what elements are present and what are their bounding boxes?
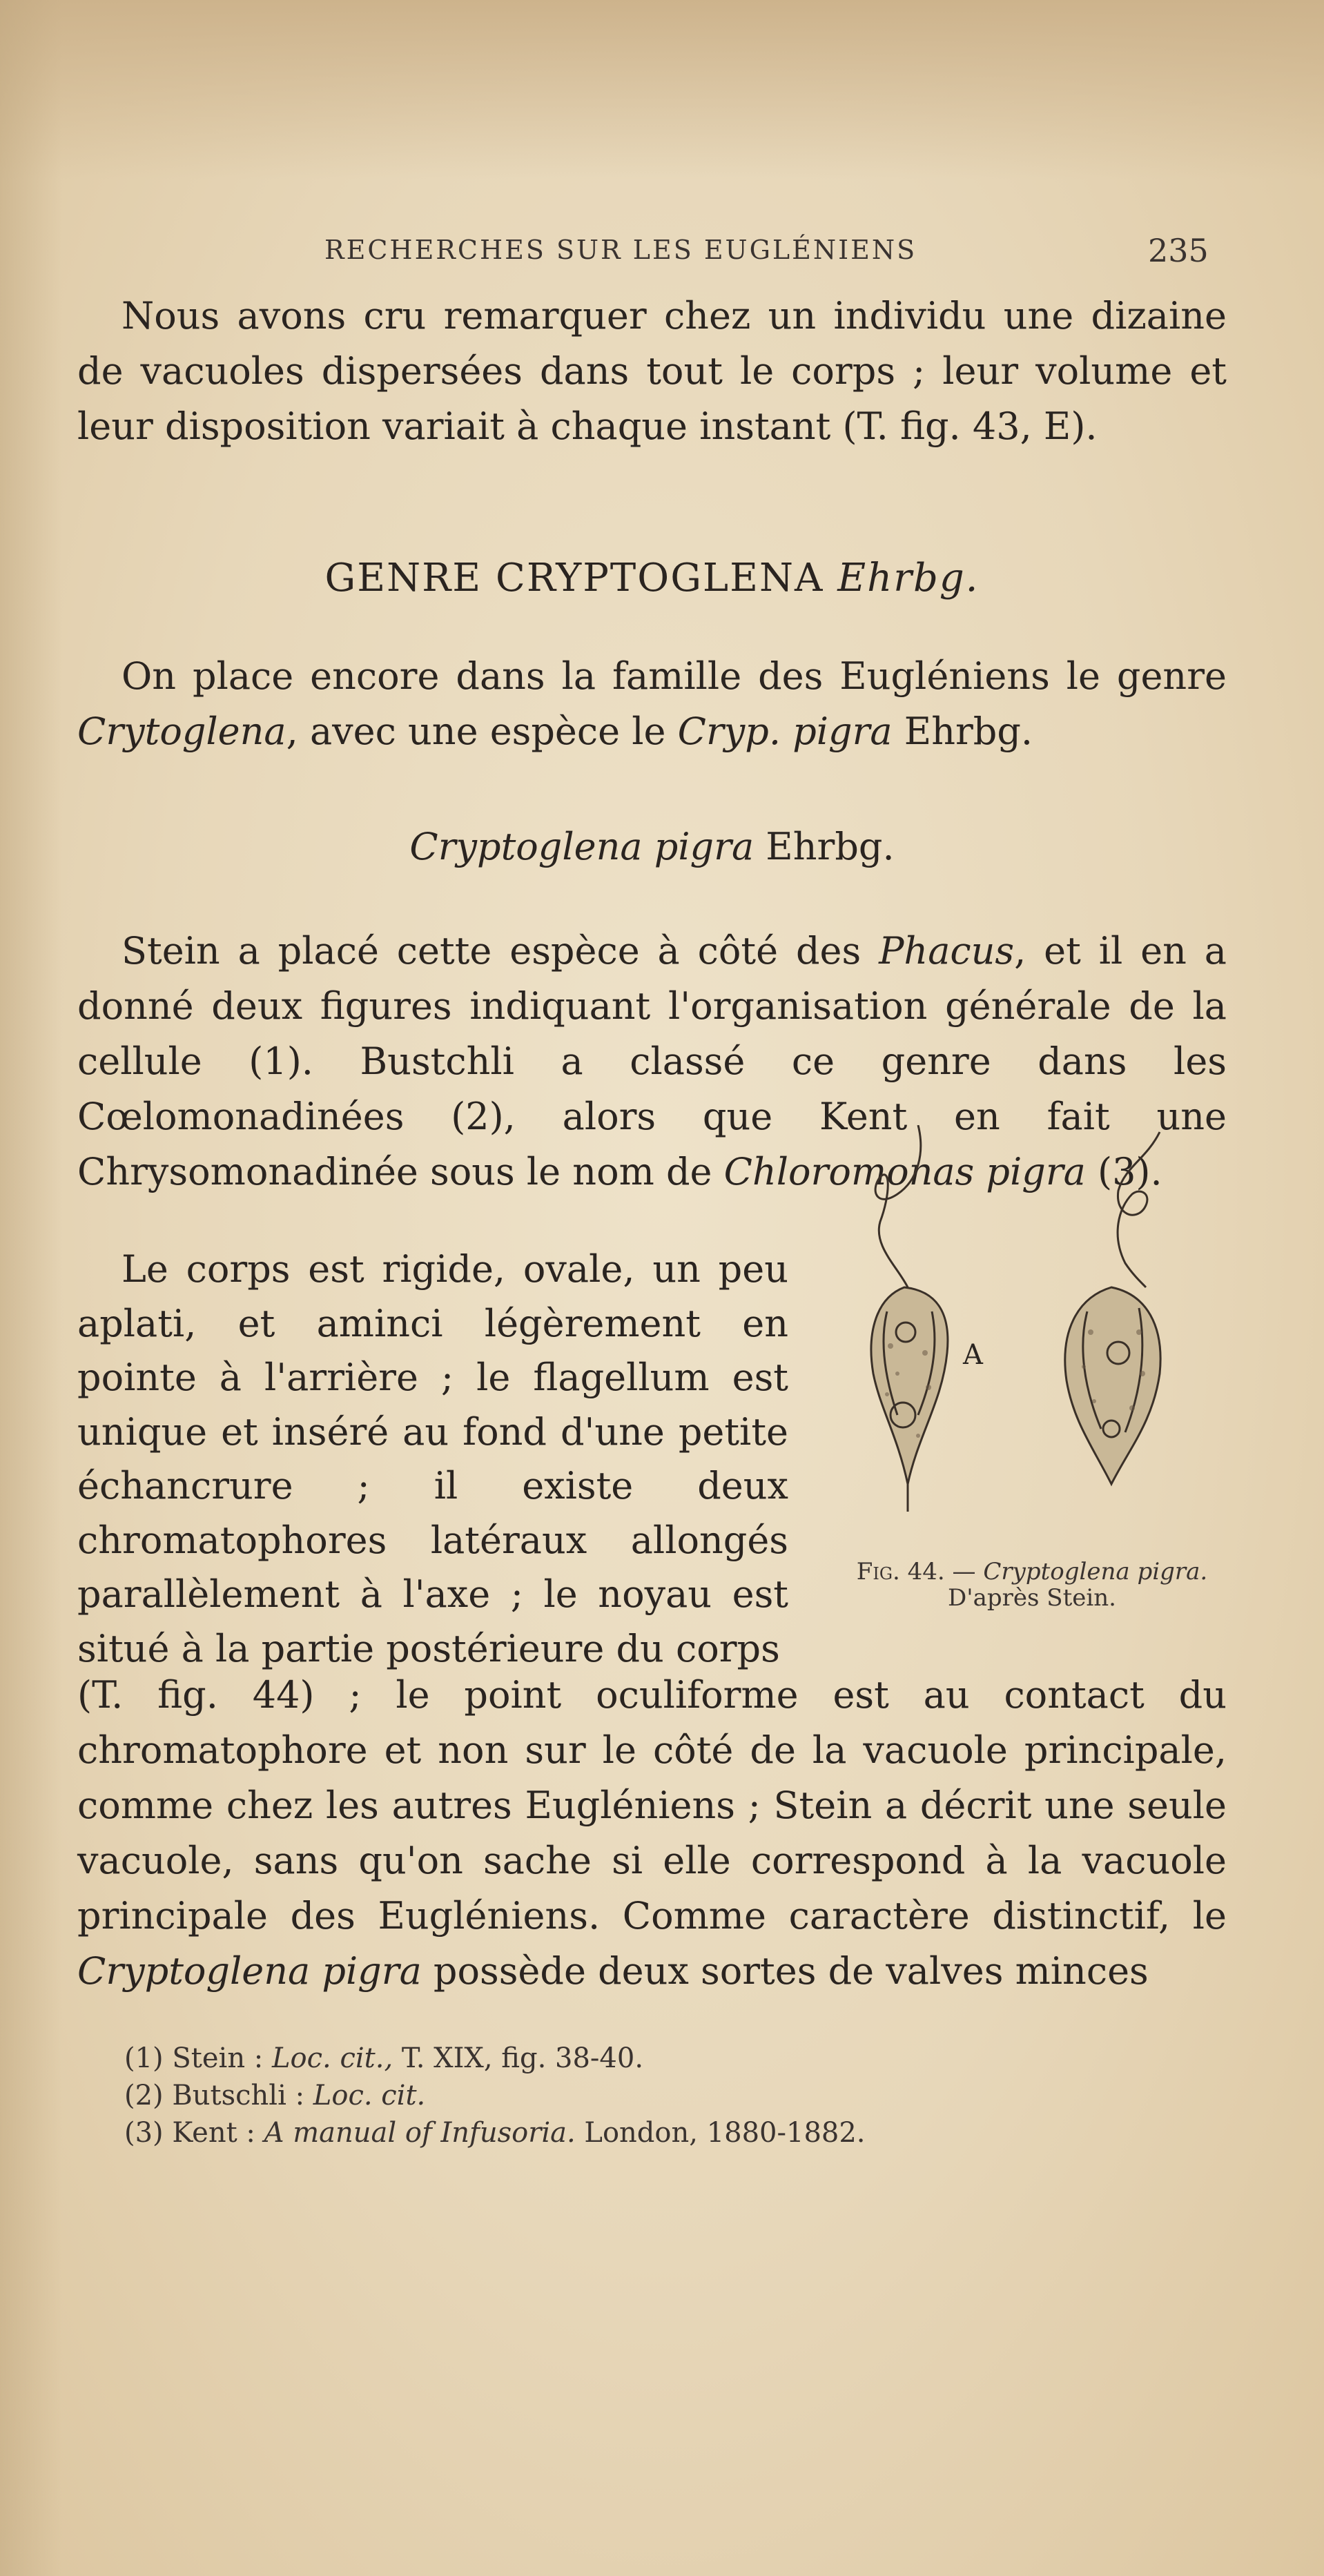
text-run: D'après Stein. [948,1584,1116,1612]
text-run: — [944,1558,984,1585]
figure-label-a: A [963,1339,983,1371]
text-run: Loc. cit., [271,2042,393,2074]
paragraph-vacuoles: Nous avons cru remarquer chez un individu une dizaine de vacuoles dispersées dans tout le corps ; leur volume et leur disposition variait à chaque instant (T. fig. 43, E). [77,294,1227,448]
text-run: Loc. cit. [313,2080,426,2111]
species-heading-name: Cryptoglena pigra [409,825,755,868]
footnote-number: (3) [124,2117,173,2149]
text-run: (T. fig. 44) ; le point oculiforme est au contact du chromatophore et non sur le côté de la vacuole principale, comme chez les autres Eugléniens ; Stein a décrit une seule vacuole, sans qu'on sache si elle correspond à la vacuole principale des Eugléniens. Comme caractère distinctif, le [77,1673,1227,1938]
paragraph-body-wrapped: Le corps est rigide, ovale, un peu aplati, et aminci légèrement en pointe à l'arrière ; le flagellum est unique et inséré au fond d'une petite échancrure ; il existe deux chromatophores latéraux allongés parallèlement à l'axe ; le noyau est situé à la partie postérieure du corps [77,1247,788,1670]
figure-cryptoglena [821,1125,1236,1539]
text-run: Kent : [172,2117,264,2149]
genus-name: Crytoglena [77,710,286,753]
text-run: (3). [1085,1150,1162,1193]
genre-heading [77,556,1227,601]
cryptoglena-drawing [821,1125,1236,1539]
footnote-2 [124,2077,1160,2114]
genre-heading-author: Ehrbg. [837,556,980,601]
species-name: Cryp. pigra [677,710,893,753]
running-head: RECHERCHES SUR LES EUGLÉNIENS [324,235,917,265]
species-name: Cryptoglena pigra [77,1949,422,1993]
footnote-3 [124,2114,1160,2151]
caption-fig-number: Fig. 44. [856,1558,945,1585]
text-run: On place encore dans la famille des Eugléniens le genre [121,654,1227,698]
genre-heading-text: GENRE CRYPTOGLENA [324,556,824,601]
text-run: , et il en a donné deux figures indiquant l'organisation générale de la cellule (1). Bustchli a classé ce genre dans les Cœlomonadinées (2), alors que Kent en fait une Chrysomonadinée sous le nom de [77,929,1227,1193]
footnote-number: (1) [124,2042,173,2074]
text-run: T. XIX, fig. 38-40. [393,2042,644,2074]
caption-species: Cryptoglena pigra. [983,1558,1208,1585]
text-run: A manual of Infusoria. [264,2117,576,2149]
species-name: Chloromonas pigra [723,1150,1086,1193]
text-run: Butschli : [172,2080,313,2111]
text-run: London, 1880-1882. [575,2117,866,2149]
text-run: Stein a placé cette espèce à côté des [121,929,879,973]
text-run: possède deux sortes de valves minces [421,1949,1149,1993]
text-run: Stein : [172,2042,272,2074]
species-heading-author: Ehrbg. [754,825,895,868]
page-number: 235 [1148,232,1209,269]
paragraph-body-continued [77,1668,1227,1999]
footnotes [124,2040,1160,2151]
genus-name: Phacus [879,929,1015,973]
text-run: , avec une espèce le [286,710,678,753]
species-heading [77,825,1227,868]
figure-caption [825,1559,1239,1611]
paragraph-genre [77,649,1227,759]
text-run: Ehrbg. [892,710,1033,753]
footnote-number: (2) [124,2080,173,2111]
footnote-1 [124,2040,1160,2077]
